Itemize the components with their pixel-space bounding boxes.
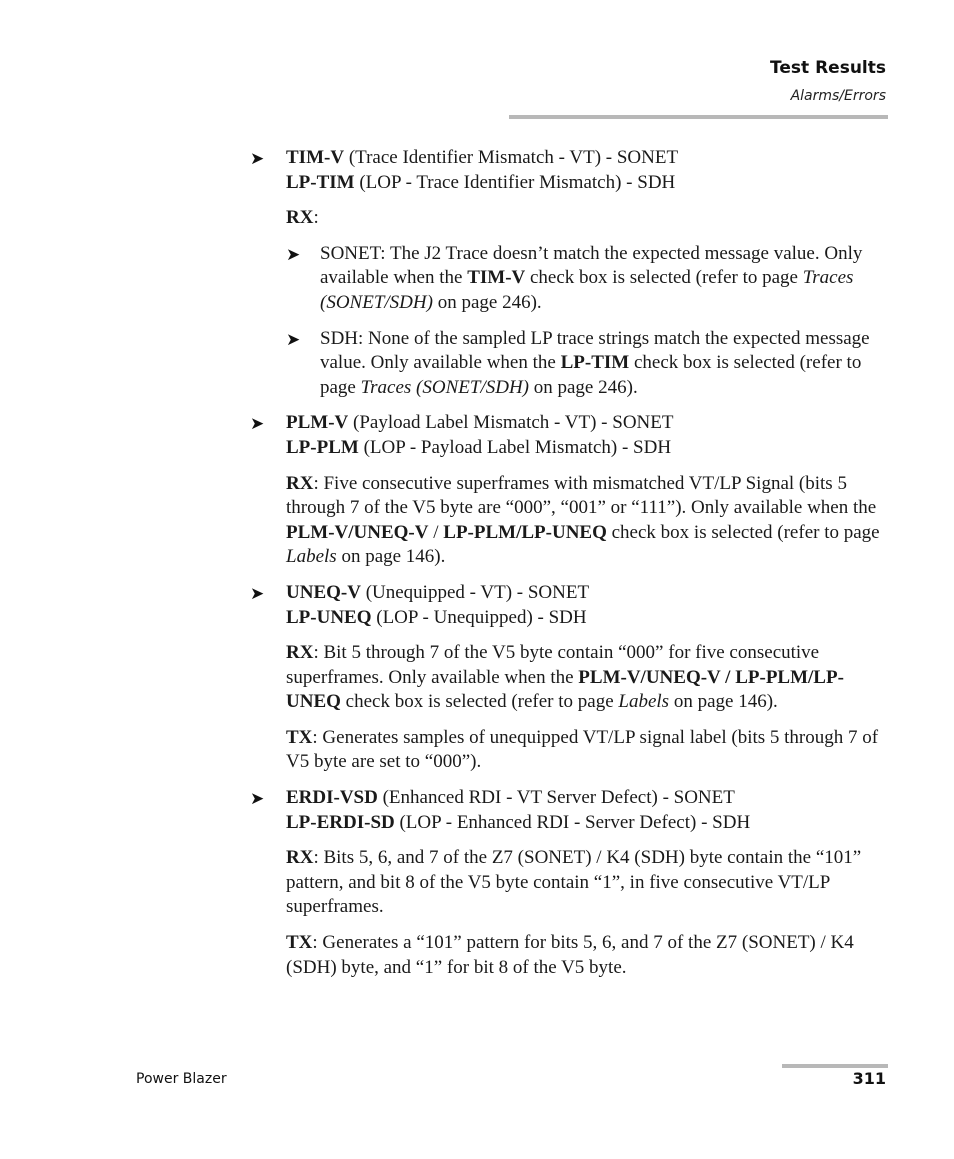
header-subtitle: Alarms/Errors	[790, 88, 886, 104]
text: check box is selected (refer to page	[340, 691, 619, 713]
rx-paragraph	[286, 641, 890, 715]
xref-link[interactable]: Traces (SONET/SDH)	[360, 376, 529, 398]
term-sonet: ERDI-VSD	[286, 787, 378, 809]
text: : Generates a “101” pattern for bits 5, 6, and 7 of the Z7 (SONET) / K4 (SDH) byte, and “1” for bit 8 of the V5 byte.	[286, 932, 854, 978]
sub-item	[286, 327, 890, 401]
item-titles	[286, 146, 890, 195]
arrow-bullet-icon: ➤	[286, 244, 301, 265]
footer-rule	[782, 1064, 888, 1068]
text: : Five consecutive superframes with mismatched VT/LP Signal (bits 5 through 7 of the V5 byte are “000”, “001” or “111”). Only available when the	[286, 472, 877, 519]
sub-text	[320, 242, 890, 316]
term-sonet: UNEQ-V	[286, 581, 361, 603]
arrow-bullet-icon: ➤	[286, 329, 301, 350]
rx-label: RX	[286, 472, 314, 494]
text: /	[428, 521, 444, 543]
term-desc: (LOP - Unequipped) - SDH	[371, 606, 587, 628]
rx-paragraph	[286, 206, 890, 231]
xref-link[interactable]: Labels	[286, 546, 337, 568]
rx-label: RX	[286, 642, 314, 664]
bold-term: LP-TIM	[560, 352, 630, 374]
text: SONET: The J2 Trace doesn’t match the expected message value. Only available when the	[320, 242, 863, 289]
bold-term: PLM-V/UNEQ-V / LP-PLM/LP-UNEQ	[286, 666, 844, 713]
term-sdh: LP-TIM	[286, 171, 355, 193]
xref-link[interactable]: Labels	[618, 691, 670, 713]
tx-label: TX	[286, 726, 313, 748]
text: : Bit 5 through 7 of the V5 byte contain “000” for five consecutive superframes. Only available when the	[286, 642, 820, 688]
bold-term: TIM-V	[467, 267, 526, 289]
page-number: 311	[852, 1069, 886, 1088]
tx-label: TX	[286, 932, 313, 954]
term-desc: (LOP - Trace Identifier Mismatch) - SDH	[354, 171, 676, 193]
content	[250, 146, 890, 991]
header-rule	[509, 115, 888, 119]
text: check box is selected (refer to page	[320, 352, 862, 398]
header-title: Test Results	[770, 58, 886, 78]
item-titles	[286, 786, 890, 835]
bold-term: PLM-V/UNEQ-V	[286, 521, 429, 543]
list-item-tim-v	[250, 146, 890, 400]
text: check box is selected (refer to page	[525, 267, 803, 289]
term-desc: (Enhanced RDI - VT Server Defect) - SONET	[377, 787, 735, 809]
tx-paragraph	[286, 931, 890, 980]
item-titles	[286, 581, 890, 630]
footer-product-name: Power Blazer	[136, 1071, 227, 1087]
arrow-bullet-icon: ➤	[250, 789, 265, 810]
text: SDH: None of the sampled LP trace strings match the expected message value. Only available when the	[320, 327, 870, 374]
rx-label: RX	[286, 207, 314, 229]
term-desc: (LOP - Enhanced RDI - Server Defect) - SDH	[394, 811, 751, 833]
list-item-uneq-v	[250, 581, 890, 775]
term-desc: (Payload Label Mismatch - VT) - SONET	[348, 412, 674, 434]
text: on page 146).	[336, 546, 446, 568]
rx-paragraph	[286, 846, 890, 920]
tx-paragraph	[286, 726, 890, 775]
text: on page 246).	[529, 376, 638, 398]
term-sonet: PLM-V	[286, 412, 349, 434]
arrow-bullet-icon: ➤	[250, 414, 265, 435]
text: check box is selected (refer to page	[606, 521, 880, 543]
term-desc: (LOP - Payload Label Mismatch) - SDH	[358, 436, 672, 458]
bold-term: LP-PLM/LP-UNEQ	[443, 521, 607, 543]
text: : Generates samples of unequipped VT/LP signal label (bits 5 through 7 of V5 byte are set to “000”).	[286, 726, 879, 773]
text: on page 246).	[432, 291, 542, 313]
sub-item	[286, 242, 890, 316]
arrow-bullet-icon: ➤	[250, 583, 265, 604]
term-sonet: TIM-V	[286, 147, 345, 168]
sub-text	[320, 327, 890, 401]
arrow-bullet-icon: ➤	[250, 149, 265, 169]
text: : Bits 5, 6, and 7 of the Z7 (SONET) / K4 (SDH) byte contain the “101” pattern, and bit 8 of the V5 byte contain “1”, in five consecutive VT/LP superframes.	[286, 847, 862, 918]
rx-paragraph	[286, 472, 890, 570]
term-sdh: LP-ERDI-SD	[286, 811, 395, 833]
term-sdh: LP-UNEQ	[286, 606, 372, 628]
term-desc: (Trace Identifier Mismatch - VT) - SONET	[344, 147, 679, 168]
rx-label: RX	[286, 847, 314, 869]
term-desc: (Unequipped - VT) - SONET	[360, 581, 590, 603]
list-item-erdi-vsd	[250, 786, 890, 980]
text: on page 146).	[669, 691, 778, 713]
xref-link[interactable]: Traces (SONET/SDH)	[320, 267, 854, 313]
rx-colon: :	[313, 207, 319, 229]
list-item-plm-v	[250, 411, 890, 570]
term-sdh: LP-PLM	[286, 436, 359, 458]
item-titles	[286, 411, 890, 460]
